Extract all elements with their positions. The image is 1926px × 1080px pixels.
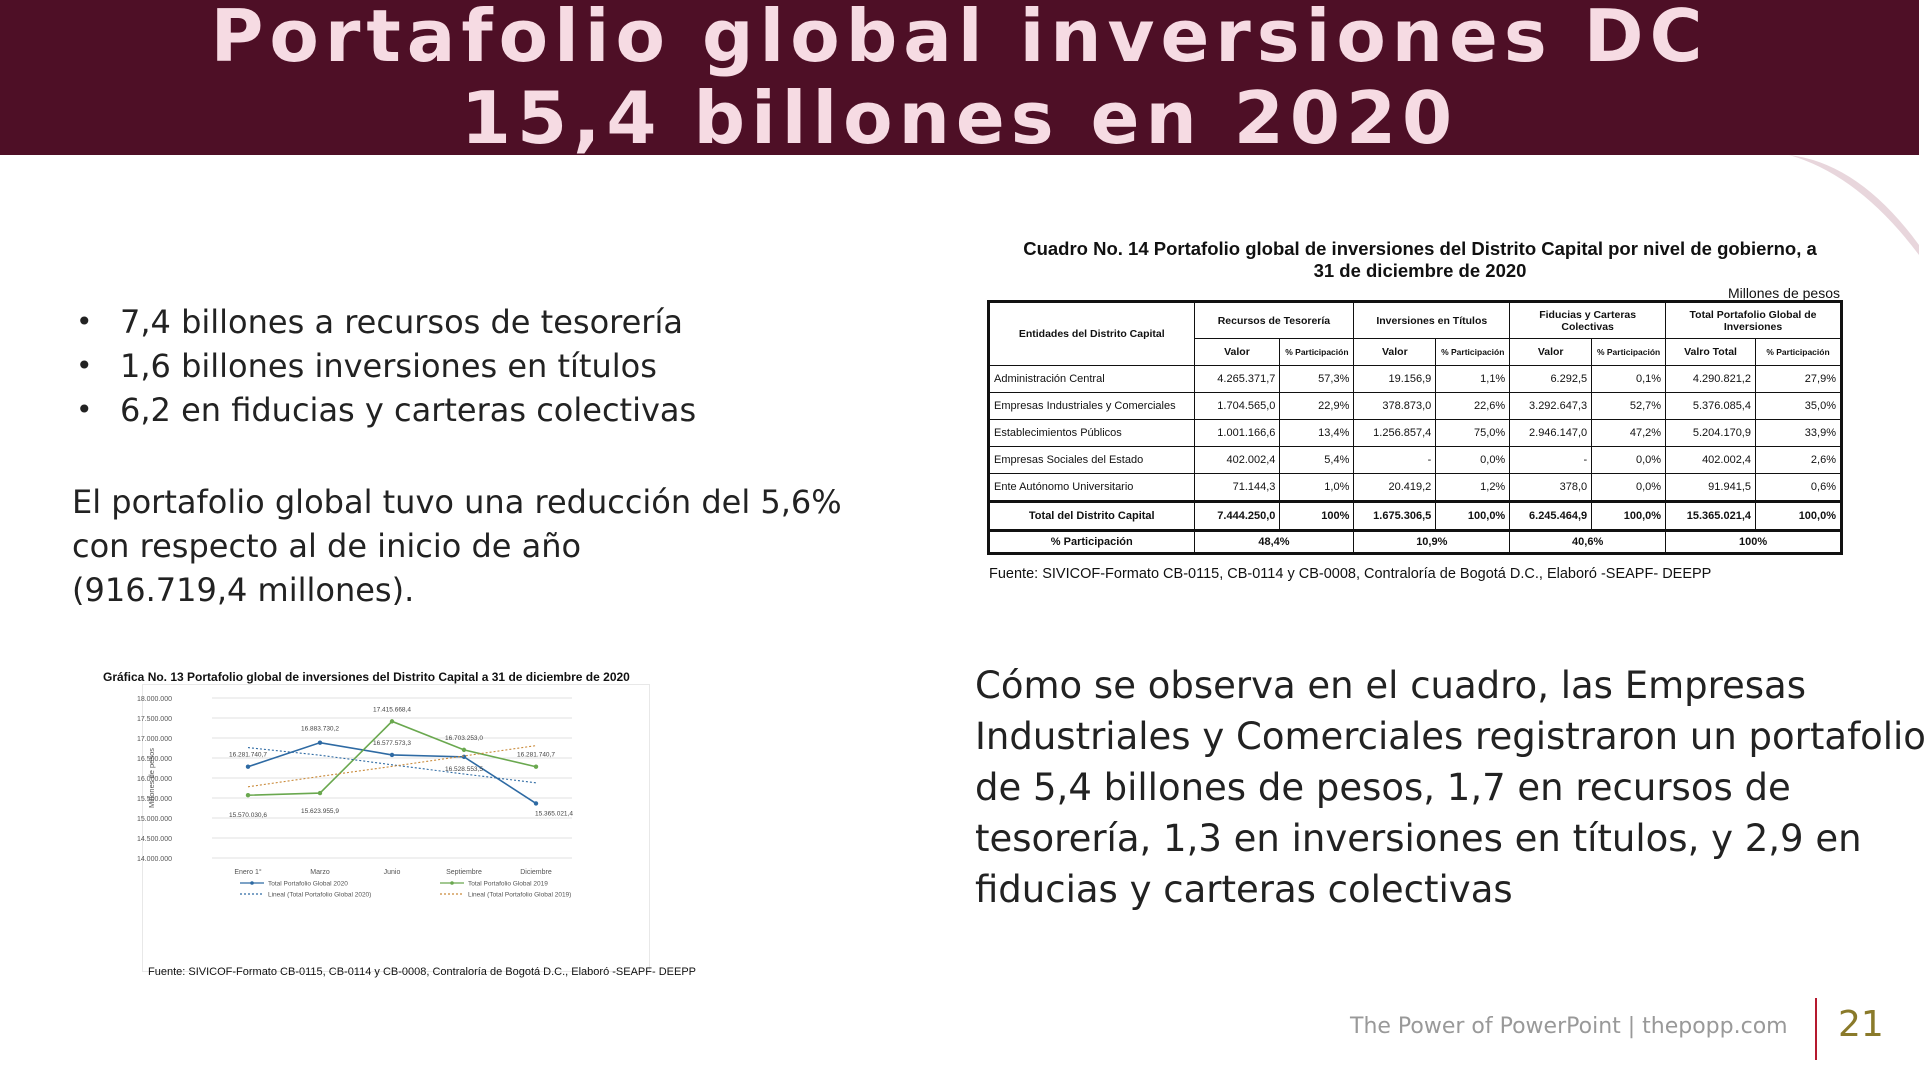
table-total-cell: 6.245.464,9: [1510, 502, 1592, 531]
table-cell: 1.256.857,4: [1354, 420, 1436, 447]
table-cell: 378.873,0: [1354, 393, 1436, 420]
chart-data-label: 16.281.740,7: [517, 751, 555, 759]
chart-point: [534, 765, 538, 769]
table-total-cell: 100,0%: [1756, 502, 1841, 531]
chart-ytick-label: 15.500.000: [136, 796, 172, 803]
table-cell: 0,0%: [1436, 447, 1510, 474]
chart-xtick-label: Diciembre: [520, 869, 552, 876]
table-cell: 4.290.821,2: [1666, 366, 1756, 393]
slide-title-line-1: Portafolio global inversiones DC: [210, 0, 1709, 78]
chart-data-label: 17.415.668,4: [373, 706, 411, 714]
table-subheader: Valor: [1354, 339, 1436, 366]
chart-point: [390, 753, 394, 757]
slide-title-line-2: 15,4 billones en 2020: [460, 76, 1459, 160]
title-bar: [0, 0, 1919, 160]
chart-ytick-label: 18.000.000: [136, 696, 172, 703]
page-number: 21: [1838, 1004, 1884, 1045]
chart-legend-label: Total Portafolio Global 2020: [268, 880, 348, 888]
chart-legend-marker: [450, 881, 454, 885]
bullet-item: • 1,6 billones inversiones en títulos: [72, 344, 696, 388]
bullet-dot-icon: •: [76, 393, 93, 426]
chart-ytick-label: 16.500.000: [136, 756, 172, 763]
chart-point: [318, 791, 322, 795]
table-cell: 3.292.647,3: [1510, 393, 1592, 420]
line-chart: [136, 684, 648, 970]
chart-legend-marker: [250, 881, 254, 885]
chart-legend-label: Total Portafolio Global 2019: [468, 880, 548, 888]
table-total-cell: Total del Distrito Capital: [990, 502, 1195, 531]
chart-point: [462, 748, 466, 752]
chart-ytick-label: 15.000.000: [136, 816, 172, 823]
chart-ytick-label: 14.500.000: [136, 836, 172, 843]
chart-data-label: 16.528.553,5: [445, 765, 483, 773]
chart-ylabel: Millones de pesos: [147, 747, 156, 809]
table-cell: 5,4%: [1280, 447, 1354, 474]
table-cell: 378,0: [1510, 474, 1592, 502]
table-cell: 1.001.166,6: [1194, 420, 1280, 447]
table-cell: 5.204.170,9: [1666, 420, 1756, 447]
table-cell: 57,3%: [1280, 366, 1354, 393]
chart-data-label: 15.365.021,4: [535, 810, 573, 818]
table-cell: 47,2%: [1592, 420, 1666, 447]
table-cell: 2.946.147,0: [1510, 420, 1592, 447]
chart-xtick-label: Enero 1°: [234, 869, 262, 876]
table-cell: 0,0%: [1592, 447, 1666, 474]
footer-separator: [1815, 998, 1817, 1060]
table-total-cell: 100%: [1280, 502, 1354, 531]
table-group-header: Total Portafolio Global de Inversiones: [1666, 303, 1841, 339]
table-cell: -: [1354, 447, 1436, 474]
chart-data-label: 15.570.030,6: [229, 812, 267, 820]
table-cell: Ente Autónomo Universitario: [990, 474, 1195, 502]
table-cell: 6.292,5: [1510, 366, 1592, 393]
table-row: [990, 366, 1841, 393]
chart-source: Fuente: SIVICOF-Formato CB-0115, CB-0114 y CB-0008, Contraloría de Bogotá D.C., Elaboró -SEAPF- DEEPP: [148, 966, 696, 978]
table-total-cell: 1.675.306,5: [1354, 502, 1436, 531]
table-cell: Empresas Industriales y Comerciales: [990, 393, 1195, 420]
chart-ytick-label: 14.000.000: [136, 856, 172, 863]
table-cell: 1.704.565,0: [1194, 393, 1280, 420]
table-subheader: % Participación: [1756, 339, 1841, 366]
table-cell: 52,7%: [1592, 393, 1666, 420]
chart-data-label: 16.703.253,0: [445, 734, 483, 742]
table-cell: Administración Central: [990, 366, 1195, 393]
table-participation-row: [990, 531, 1841, 553]
chart-ytick-label: 17.000.000: [136, 736, 172, 743]
bullet-dot-icon: •: [76, 305, 93, 338]
chart-xtick-label: Marzo: [310, 869, 330, 876]
bullet-list: [72, 300, 696, 432]
table-cell: 22,9%: [1280, 393, 1354, 420]
bullet-dot-icon: •: [76, 349, 93, 382]
chart-point: [318, 740, 322, 744]
table-cell: 27,9%: [1756, 366, 1841, 393]
table-unit-label: Millones de pesos: [1727, 285, 1840, 301]
table-cell: 1,2%: [1436, 474, 1510, 502]
chart-legend-label: Lineal (Total Portafolio Global 2020): [268, 891, 372, 899]
chart-legend-label: Lineal (Total Portafolio Global 2019): [468, 891, 572, 899]
table-cell: 71.144,3: [1194, 474, 1280, 502]
table-subheader: % Participación: [1592, 339, 1666, 366]
chart-data-label: 16.883.730,2: [301, 725, 339, 733]
chart-point: [462, 755, 466, 759]
chart-data-label: 16.577.573,3: [373, 739, 411, 747]
table-title: Cuadro No. 14 Portafolio global de inversiones del Distrito Capital por nivel de gobierno, a 31 de diciembre de 2020: [1023, 238, 1817, 281]
chart-point: [390, 719, 394, 723]
table-row: [990, 420, 1841, 447]
table-cell: 402.002,4: [1194, 447, 1280, 474]
table-participation-cell: 40,6%: [1510, 531, 1666, 553]
chart-data-label: 16.281.740,7: [229, 751, 267, 759]
chart-point: [246, 765, 250, 769]
table-cell: 1,1%: [1436, 366, 1510, 393]
table-source: Fuente: SIVICOF-Formato CB-0115, CB-0114 y CB-0008, Contraloría de Bogotá D.C., Elaboró -SEAPF- DEEPP: [989, 566, 1712, 582]
table-group-header: Inversiones en Títulos: [1354, 303, 1510, 339]
table-cell: 2,6%: [1756, 447, 1841, 474]
table-cell: 0,6%: [1756, 474, 1841, 502]
table-cell: 33,9%: [1756, 420, 1841, 447]
table-cell: 75,0%: [1436, 420, 1510, 447]
table-participation-cell: 48,4%: [1194, 531, 1354, 553]
table-header-entity: Entidades del Distrito Capital: [990, 303, 1195, 366]
table-total-cell: 15.365.021,4: [1666, 502, 1756, 531]
table-cell: 22,6%: [1436, 393, 1510, 420]
table-cell: 35,0%: [1756, 393, 1841, 420]
table-cell: Empresas Sociales del Estado: [990, 447, 1195, 474]
portfolio-table: [989, 302, 1841, 553]
table-row: [990, 393, 1841, 420]
chart-ytick-label: 17.500.000: [136, 716, 172, 723]
table-cell: 0,1%: [1592, 366, 1666, 393]
table-group-header: Fiducias y Carteras Colectivas: [1510, 303, 1666, 339]
table-total-cell: 100,0%: [1592, 502, 1666, 531]
table-participation-cell: 10,9%: [1354, 531, 1510, 553]
bullet-item: • 7,4 billones a recursos de tesorería: [72, 300, 696, 344]
table-cell: 91.941,5: [1666, 474, 1756, 502]
table-row: [990, 474, 1841, 502]
chart-xtick-label: Junio: [383, 869, 401, 876]
chart-point: [534, 801, 538, 805]
table-cell: 5.376.085,4: [1666, 393, 1756, 420]
table-subheader: Valor: [1194, 339, 1280, 366]
chart-xtick-label: Septiembre: [446, 869, 482, 876]
table-subheader: % Participación: [1280, 339, 1354, 366]
table-total-cell: 100,0%: [1436, 502, 1510, 531]
table-cell: -: [1510, 447, 1592, 474]
table-subheader: Valor: [1510, 339, 1592, 366]
table-cell: 402.002,4: [1666, 447, 1756, 474]
summary-paragraph: El portafolio global tuvo una reducción del 5,6% con respecto al de inicio de año (916.719,4 millones).: [72, 483, 842, 609]
table-cell: 20.419,2: [1354, 474, 1436, 502]
table-cell: 19.156,9: [1354, 366, 1436, 393]
table-row: [990, 447, 1841, 474]
table-participation-cell: 100%: [1666, 531, 1841, 553]
chart-data-label: 15.623.955,9: [301, 808, 339, 816]
table-subheader: Valro Total: [1666, 339, 1756, 366]
analysis-paragraph: Cómo se observa en el cuadro, las Empresas Industriales y Comerciales registraron un portafolio de 5,4 billones de pesos, 1,7 en recursos de tesorería, 1,3 en inversiones en títulos, y 2,9 en fiducias y carteras colectivas: [975, 664, 1926, 911]
table-total-row: [990, 502, 1841, 531]
table-cell: 13,4%: [1280, 420, 1354, 447]
table-cell: 0,0%: [1592, 474, 1666, 502]
bullet-item: • 6,2 en fiducias y carteras colectivas: [72, 388, 696, 432]
table-total-cell: 7.444.250,0: [1194, 502, 1280, 531]
footer-text: The Power of PowerPoint | thepopp.com: [1350, 1014, 1788, 1039]
table-cell: 1,0%: [1280, 474, 1354, 502]
table-subheader: % Participación: [1436, 339, 1510, 366]
chart-ytick-label: 16.000.000: [136, 776, 172, 783]
table-participation-cell: % Participación: [990, 531, 1195, 553]
chart-point: [246, 793, 250, 797]
table-cell: Establecimientos Públicos: [990, 420, 1195, 447]
table-cell: 4.265.371,7: [1194, 366, 1280, 393]
chart-title: Gráfica No. 13 Portafolio global de inversiones del Distrito Capital a 31 de diciembre de 2020: [103, 670, 630, 684]
table-group-header: Recursos de Tesorería: [1194, 303, 1354, 339]
